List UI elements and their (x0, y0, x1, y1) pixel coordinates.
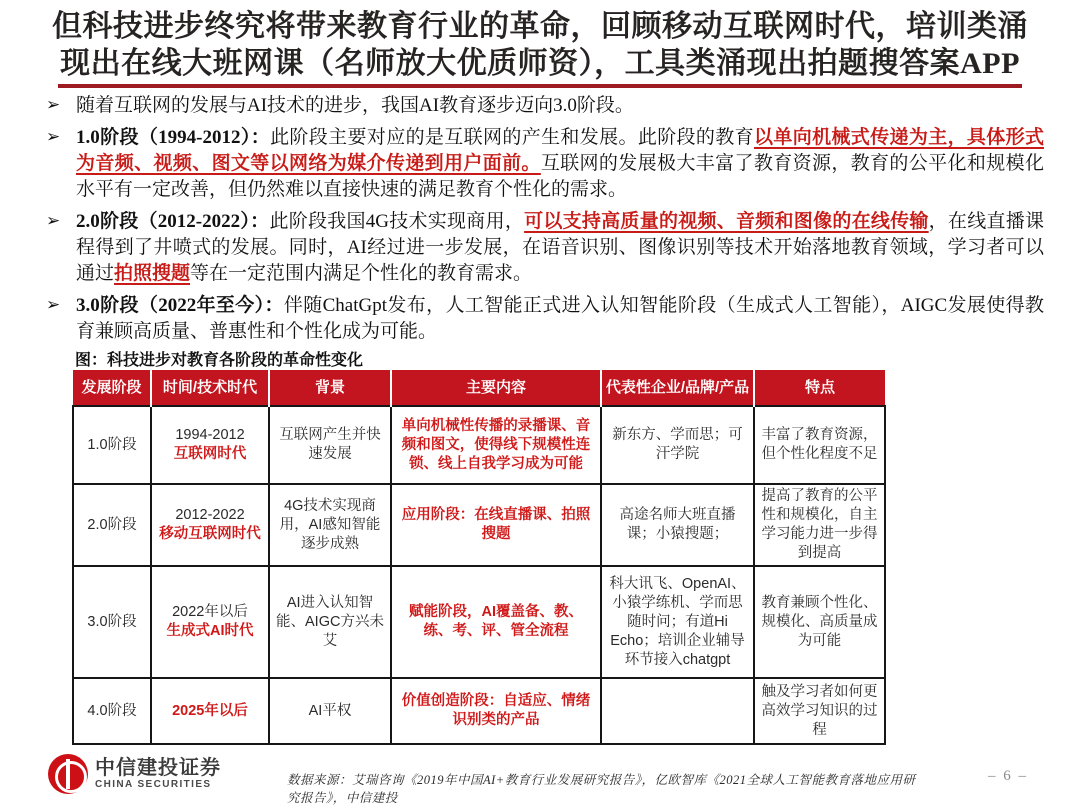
bullet-intro-text: 随着互联网的发展与AI技术的进步，我国AI教育逐步迈向3.0阶段。 (76, 95, 634, 116)
arrow-bullet-icon: ➢ (46, 95, 61, 115)
footer (0, 748, 1080, 810)
cell-time: 2022年以后 生成式AI时代 (151, 566, 269, 678)
stage2-highlight-1: 可以支持高质量的视频、音频和图像的在线传输 (524, 211, 929, 232)
cell-time: 2025年以后 (151, 678, 269, 744)
cell-background: 4G技术实现商用，AI感知智能逐步成熟 (269, 484, 391, 566)
logo-name-cn: 中信建投证券 (95, 757, 221, 779)
cell-content: 单向机械性传播的录播课、音频和图文，使得线下规模性连锁、线上自我学习成为可能 (391, 406, 601, 484)
page-title (52, 8, 1028, 82)
cell-content: 应用阶段：在线直播课、拍照搜题 (391, 484, 601, 566)
table-row (73, 566, 885, 678)
company-logo (48, 754, 221, 794)
cell-features: 丰富了教育资源，但个性化程度不足 (754, 406, 885, 484)
citic-logo-icon (48, 754, 88, 794)
cell-features: 触及学习者如何更高效学习知识的过程 (754, 678, 885, 744)
bullet-item-stage2 (46, 209, 1044, 287)
page-title-line2: 现出在线大班网课（名师放大优质师资），工具类涌现出拍题搜答案APP (60, 47, 1020, 80)
arrow-bullet-icon: ➢ (46, 211, 61, 231)
col-header-stage: 发展阶段 (73, 370, 151, 406)
cell-background: AI平权 (269, 678, 391, 744)
cell-time: 1994-2012 互联网时代 (151, 406, 269, 484)
figure-caption: 图：科技进步对教育各阶段的革命性变化 (75, 352, 364, 369)
cell-companies: 高途名师大班直播课；小猿搜题； (601, 484, 754, 566)
arrow-bullet-icon: ➢ (46, 127, 61, 147)
data-source-note: 数据来源：艾瑞咨询《2019年中国AI+教育行业发展研究报告》，亿欧智库《2021全球人工智能教育落地应用研究报告》，中信建投 (287, 773, 916, 805)
page-number: – 6 – (988, 768, 1028, 784)
bullet-item-stage3 (46, 293, 1044, 345)
cell-companies (601, 678, 754, 744)
cell-features: 提高了教育的公平性和规模化，自主学习能力进一步得到提高 (754, 484, 885, 566)
cell-background: AI进入认知智能、AIGC方兴未艾 (269, 566, 391, 678)
cell-content: 价值创造阶段：自适应、情绪识别类的产品 (391, 678, 601, 744)
logo-name-en: CHINA SECURITIES (95, 779, 212, 790)
arrow-bullet-icon: ➢ (46, 295, 61, 315)
cell-content: 赋能阶段，AI覆盖备、教、练、考、评、管全流程 (391, 566, 601, 678)
table-header-row (73, 370, 885, 406)
cell-companies: 科大讯飞、OpenAI、小猿学练机、学而思随时问；有道Hi Echo；培训企业辅导环节接入chatgpt (601, 566, 754, 678)
cell-stage: 2.0阶段 (73, 484, 151, 566)
table-row (73, 678, 885, 744)
stage1-text-1: 此阶段主要对应的是互联网的产生和发展。此阶段的教育 (270, 127, 754, 148)
cell-stage: 1.0阶段 (73, 406, 151, 484)
cell-stage: 3.0阶段 (73, 566, 151, 678)
stage2-text-1: 此阶段我国4G技术实现商用， (269, 211, 525, 232)
col-header-background: 背景 (269, 370, 391, 406)
page-title-line1: 但科技进步终究将带来教育行业的革命，回顾移动互联网时代，培训类涌 (52, 10, 1028, 43)
bullet-list (46, 93, 1044, 351)
stages-table (72, 370, 884, 745)
col-header-features: 特点 (754, 370, 885, 406)
bullet-item-stage1 (46, 125, 1044, 203)
stage2-lead: 2.0阶段（2012-2022）： (76, 211, 270, 232)
col-header-content: 主要内容 (391, 370, 601, 406)
cell-background: 互联网产生并快速发展 (269, 406, 391, 484)
stage1-text-2: 互联网的发展极大丰富了教育资源，教育的公平化和规模化水平有一定改善，但仍然难以直接快速的满足教育个性化的需求。 (76, 153, 1044, 200)
stage2-text-2: ，在线直播课程得到了井喷式的发展。同时，AI经过进一步发展，在语音识别、图像识别等技术开始落地教育领域，学习者可以通过 (76, 211, 1044, 284)
stage3-text: 伴随ChatGpt发布，人工智能正式进入认知智能阶段（生成式人工智能），AIGC发展使得教育兼顾高质量、普惠性和个性化成为可能。 (76, 295, 1044, 342)
bullet-item-intro (46, 93, 1044, 119)
cell-stage: 4.0阶段 (73, 678, 151, 744)
title-underline (58, 84, 1022, 88)
cell-time: 2012-2022 移动互联网时代 (151, 484, 269, 566)
table-row (73, 406, 885, 484)
table-row (73, 484, 885, 566)
stage2-text-3: 等在一定范围内满足个性化的教育需求。 (190, 263, 533, 284)
cell-companies: 新东方、学而思；可汗学院 (601, 406, 754, 484)
col-header-time: 时间/技术时代 (151, 370, 269, 406)
cell-features: 教育兼顾个性化、规模化、高质量成为可能 (754, 566, 885, 678)
stage1-highlight: 以单向机械式传递为主，具体形式为音频、视频、图文等以网络为媒介传递到用户面前。 (76, 127, 1044, 174)
stage2-highlight-2: 拍照搜题 (114, 263, 191, 284)
col-header-companies: 代表性企业/品牌/产品 (601, 370, 754, 406)
stage1-lead: 1.0阶段（1994-2012）： (76, 127, 271, 148)
stage3-lead: 3.0阶段（2022年至今）： (76, 295, 284, 316)
